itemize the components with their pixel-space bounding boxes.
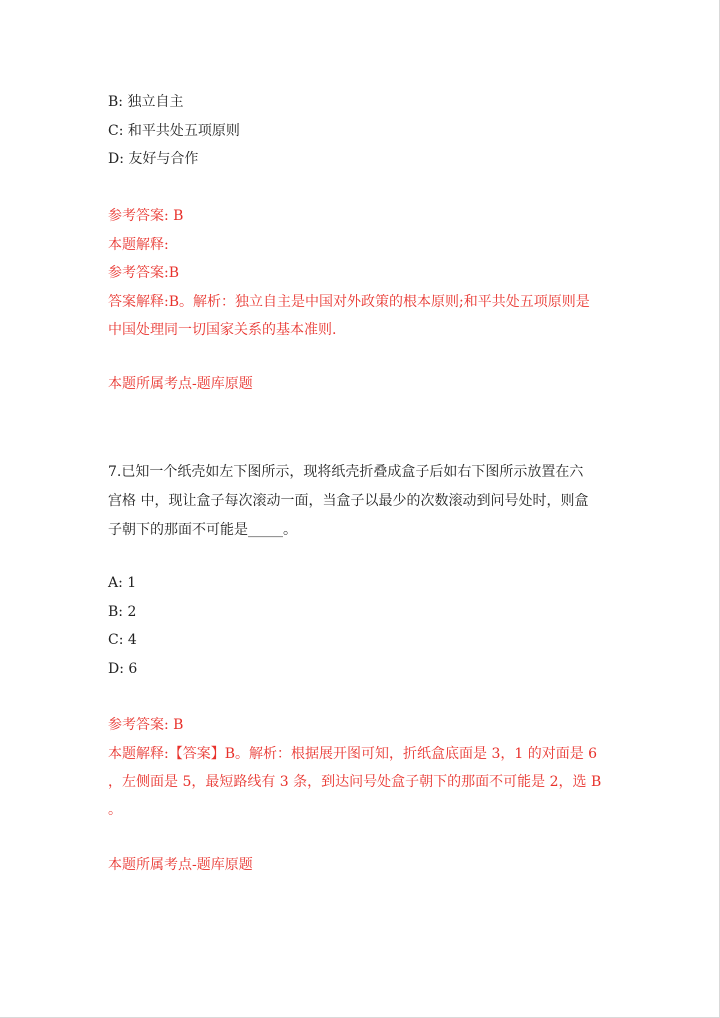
option-c: C: 和平共处五项原则 [108,123,240,139]
question-7-line-1: 7.已知一个纸壳如左下图所示，现将纸壳折叠成盒子后如右下图所示放置在六 [108,464,584,480]
answer-reference-2: 参考答案:B [108,265,180,281]
category-label: 本题所属考点-题库原题 [108,376,253,392]
q7-explanation-line-2: ，左侧面是 5，最短路线有 3 条，到达问号处盒子朝下的那面不可能是 2，选 B [108,774,602,790]
q7-option-b: B: 2 [108,604,137,620]
q7-option-d: D: 6 [108,661,138,677]
q7-category-label: 本题所属考点-题库原题 [108,857,253,873]
option-b: B: 独立自主 [108,94,184,110]
q7-explanation-line-1: 本题解释:【答案】B。解析：根据展开图可知，折纸盒底面是 3，1 的对面是 6 [108,746,598,762]
q7-answer-reference: 参考答案: B [108,717,184,733]
question-7-line-2: 宫格 中，现让盒子每次滚动一面，当盒子以最少的次数滚动到问号处时，则盒 [108,493,589,509]
question-7-line-3: 子朝下的那面不可能是_____。 [108,522,297,538]
q7-option-c: C: 4 [108,632,137,648]
q7-explanation-line-3: 。 [108,802,122,818]
option-d: D: 友好与合作 [108,151,199,167]
q7-option-a: A: 1 [108,575,137,591]
explanation-label: 本题解释: [108,237,169,253]
explanation-line-1: 答案解释:B。解析：独立自主是中国对外政策的根本原则;和平共处五项原则是 [108,294,590,310]
answer-reference: 参考答案: B [108,208,184,224]
explanation-line-2: 中国处理同一切国家关系的基本准则. [108,322,337,338]
